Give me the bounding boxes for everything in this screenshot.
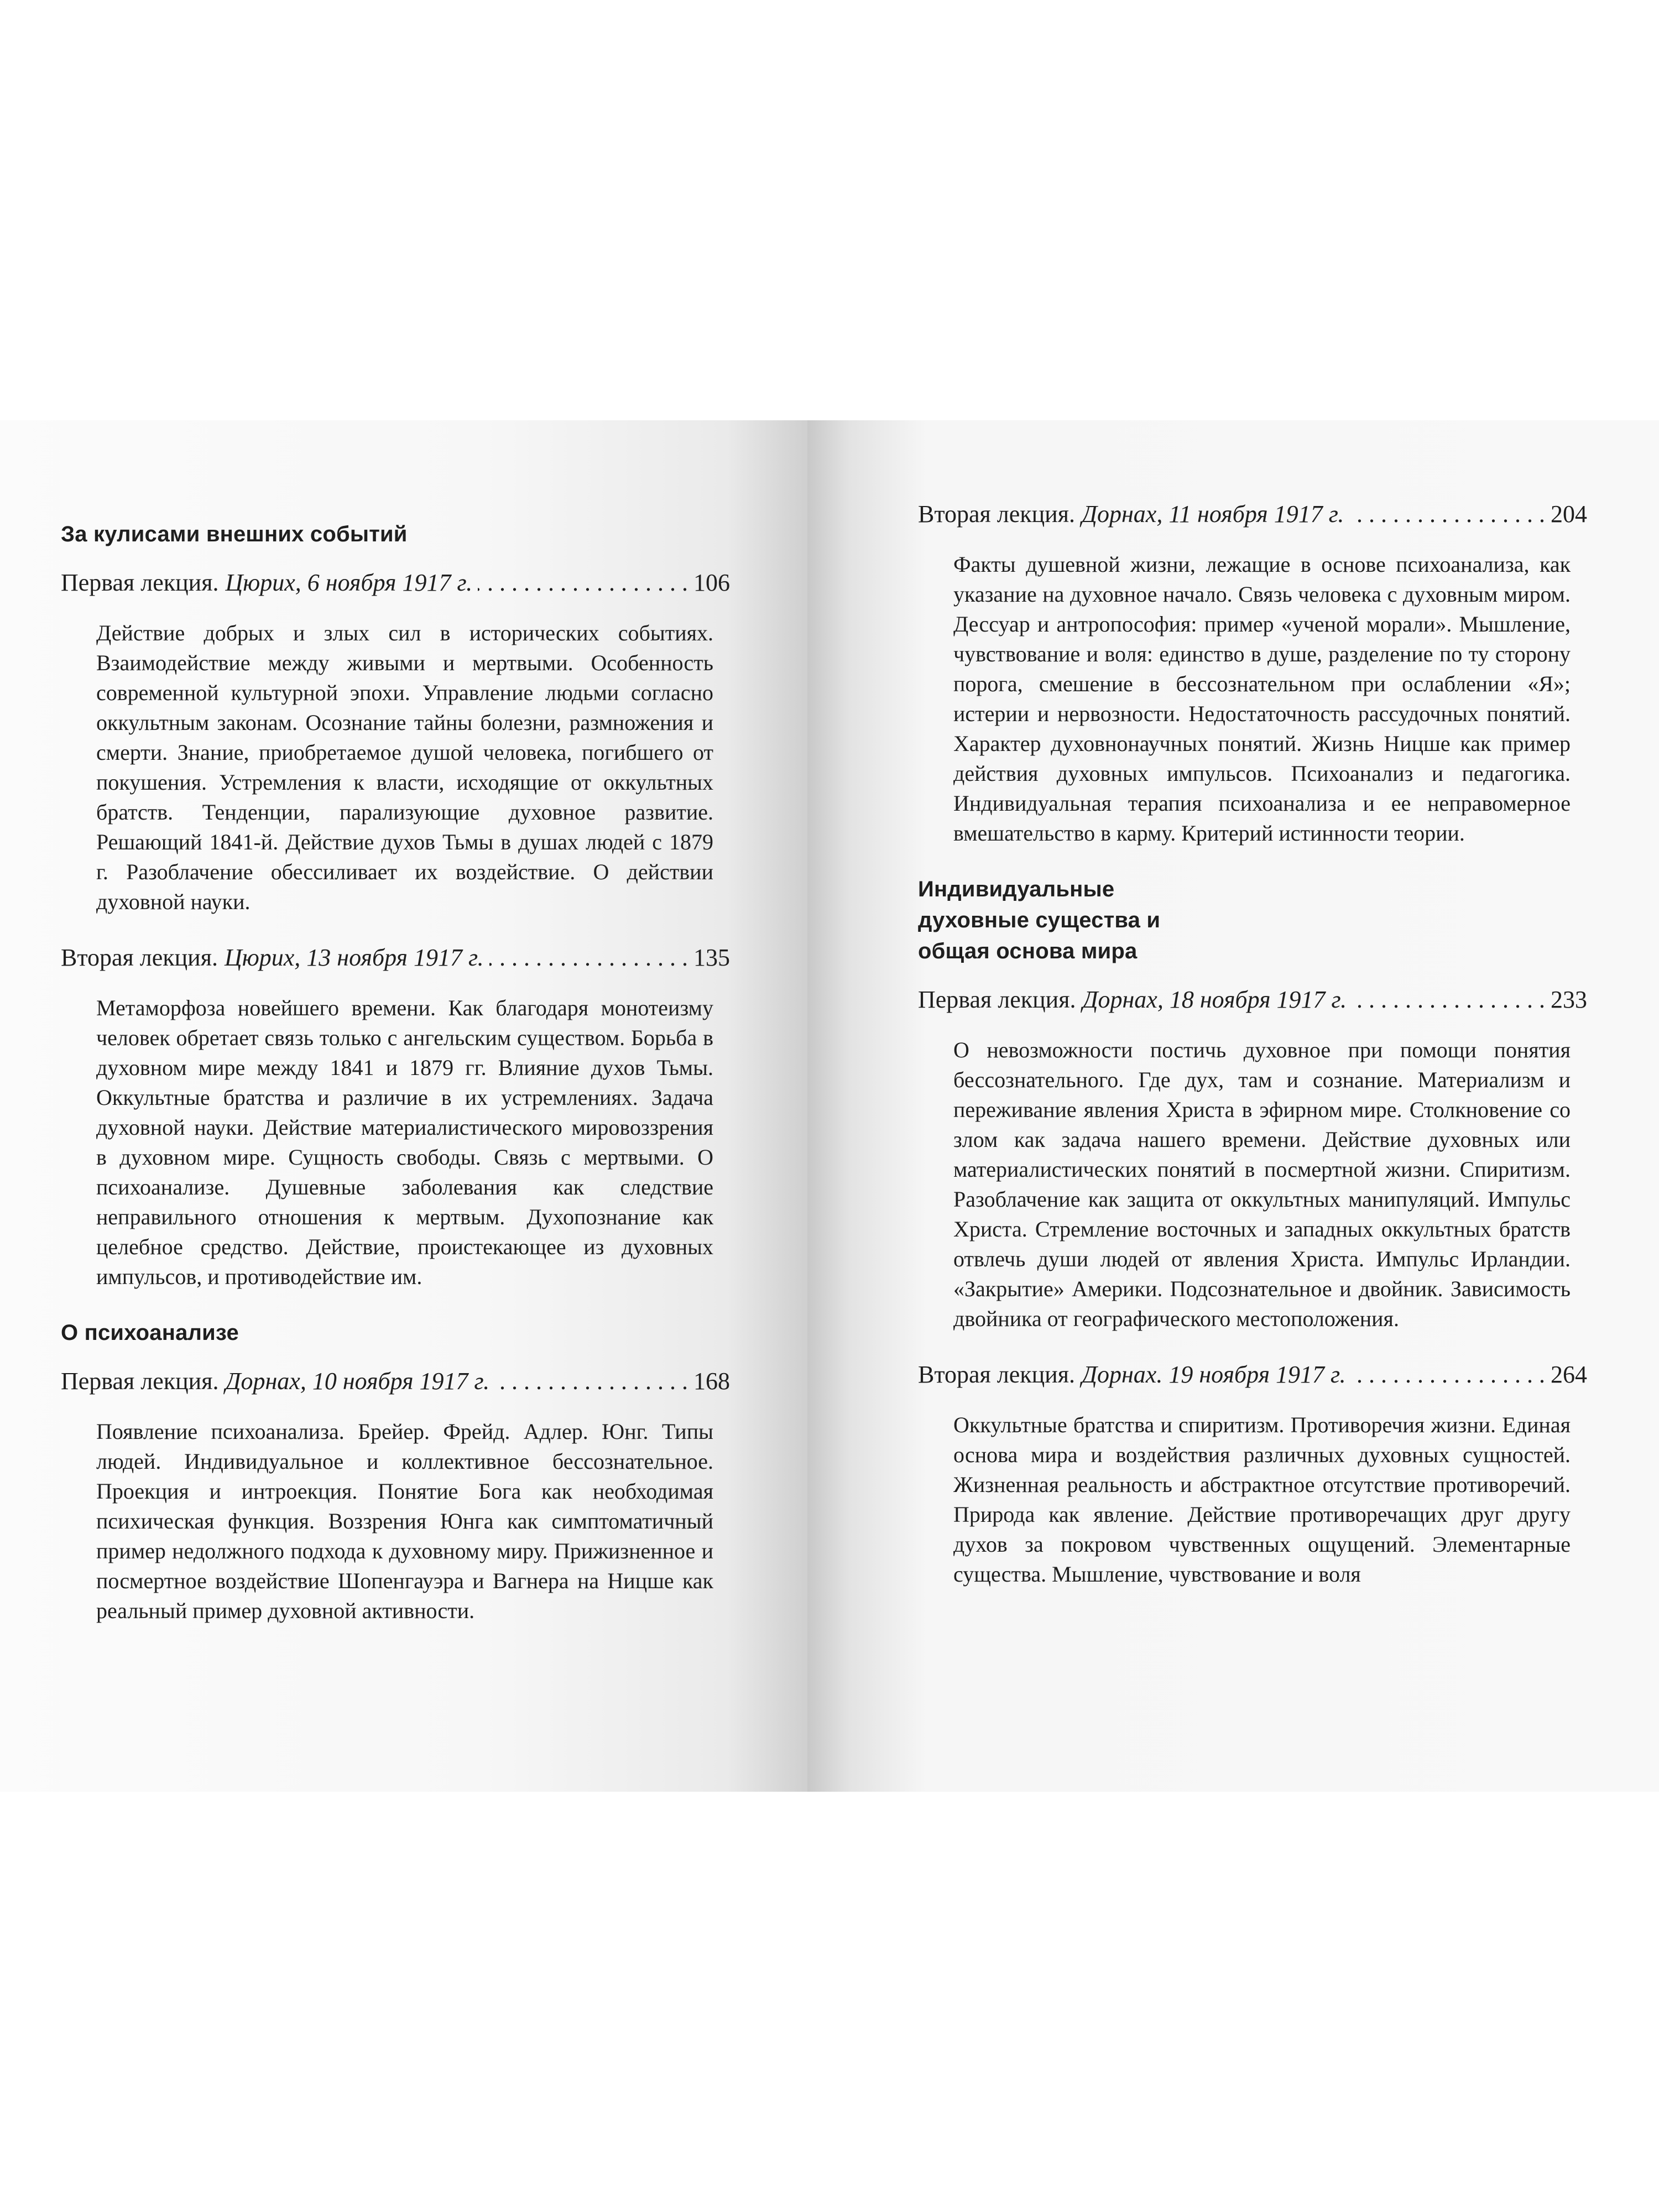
right-page [807, 420, 1659, 1792]
lecture-summary: Появление психоанализа. Брейер. Фрейд. Адлер. Юнг. Типы людей. Индивидуальное и коллективное бессознательное. Проекция и интроекция. Понятие Бога как необходимая психическая функция. Воззрения Юнга как симптоматичный пример недолжного подхода к духовному миру. Прижизненное и посмертное воздействие Шопенгауэра и Вагнера на Ницше как реальный пример духовной активности. [96, 1419, 713, 1623]
left-page [0, 420, 807, 1792]
lecture-place-date: Дорнах, 11 ноября 1917 г. [1081, 500, 1344, 528]
lecture-label: Вторая лекция. [61, 944, 218, 971]
lecture-summary: О невозможности постичь духовное при помощи понятия бессознательного. Где дух, там и сознание. Материализм и переживание явления Христа в эфирном мире. Столкновение со злом как задача нашего времени. Действие духовных или материалистических понятий в посмертной жизни. Спиритизм. Разоблачение как защита от оккультных манипуляций. Импульс Христа. Стремление восточных и западных оккультных братств отвлечь души людей от явления Христа. Импульс Ирландии. «Закрытие» Америки. Подсознательное и двойник. Зависимость двойника от географического местоположения. [953, 1037, 1571, 1331]
right-column [918, 420, 1587, 1589]
section-title: За кулисами внешних событий [61, 522, 408, 546]
toc-entry[interactable] [61, 567, 730, 598]
lecture-label: Вторая лекция. [918, 1361, 1075, 1388]
lecture-label: Первая лекция. [61, 569, 219, 596]
toc-entry[interactable] [918, 499, 1587, 530]
dot-leader [489, 942, 688, 973]
section-title: О психоанализе [61, 1321, 239, 1345]
section-title: Индивидуальные духовные существа и общая основа мира [918, 877, 1161, 963]
dot-leader [1352, 1359, 1545, 1390]
dot-leader [495, 1366, 688, 1397]
page-number: 264 [1551, 1361, 1587, 1388]
lecture-label: Вторая лекция. [918, 500, 1075, 528]
lecture-label: Первая лекция. [918, 986, 1076, 1013]
lecture-place-date: Дорнах, 18 ноября 1917 г. [1082, 986, 1347, 1013]
lecture-place-date: Дорнах, 10 ноября 1917 г. [225, 1368, 490, 1395]
book-spread [0, 420, 1659, 1792]
lecture-place-date: Цюрих, 13 ноября 1917 г. [224, 944, 484, 971]
toc-entry[interactable] [61, 1366, 730, 1397]
lecture-place-date: Цюрих, 6 ноября 1917 г. [225, 569, 473, 596]
left-column [61, 420, 730, 1626]
page-number: 106 [693, 569, 730, 596]
dot-leader [1349, 499, 1545, 530]
lecture-summary: Оккультные братства и спиритизм. Противоречия жизни. Единая основа мира и воздействия различных духовных сущностей. Жизненная реальность и абстрактное отсутствие противоречий. Природа как явление. Действие противоречащих друг другу духов за покровом чувственных ощущений. Элементарные существа. Мышление, чувствование и воля [953, 1412, 1571, 1587]
page-number: 204 [1551, 500, 1587, 528]
lecture-summary: Действие добрых и злых сил в исторических событиях. Взаимодействие между живыми и мертвыми. Особенность современной культурной эпохи. Управление людьми согласно оккультным законам. Осознание тайны болезни, размножения и смерти. Знание, приобретаемое душой человека, погибшего от покушения. Устремления к власти, исходящие от оккультных братств. Тенденции, парализующие духовное развитие. Решающий 1841-й. Действие духов Тьмы в душах людей с 1879 г. Разоблачение обессиливает их воздействие. О действии духовной науки. [96, 620, 713, 914]
toc-entry[interactable] [918, 984, 1587, 1015]
page-number: 168 [693, 1368, 730, 1395]
page-number: 135 [693, 944, 730, 971]
dot-leader [1352, 984, 1545, 1015]
lecture-place-date: Дорнах. 19 ноября 1917 г. [1081, 1361, 1346, 1388]
page-number: 233 [1551, 986, 1587, 1013]
toc-entry[interactable] [918, 1359, 1587, 1390]
lecture-summary: Метаморфоза новейшего времени. Как благодаря монотеизму человек обретает связь только с ангельским существом. Борьба в духовном мире между 1841 и 1879 гг. Влияние духов Тьмы. Оккультные братства и различие в их устремлениях. Задача духовной науки. Действие материалистического мировоззрения в духовном мире. Сущность свободы. Связь с мертвыми. О психоанализе. Душевные заболевания как следствие неправильного отношения к мертвым. Духопознание как целебное средство. Действие, проистекающее из духовных импульсов, и противодействие им. [96, 995, 713, 1289]
toc-entry[interactable] [61, 942, 730, 973]
dot-leader [478, 567, 688, 598]
lecture-label: Первая лекция. [61, 1368, 219, 1395]
lecture-summary: Факты душевной жизни, лежащие в основе психоанализа, как указание на духовное начало. Связь человека с духовным миром. Дессуар и антропософия: пример «ученой морали». Мышление, чувствование и воля: единство в душе, разделение по ту сторону порога, смешение в бессознательном при ослаблении «Я»; истерии и нервозности. Недостаточность рассудочных понятий. Характер духовнонаучных понятий. Жизнь Ницше как пример действия духовных импульсов. Психоанализ и педагогика. Индивидуальная терапия психоанализа и ее неправомерное вмешательство в карму. Критерий истинности теории. [953, 552, 1571, 846]
